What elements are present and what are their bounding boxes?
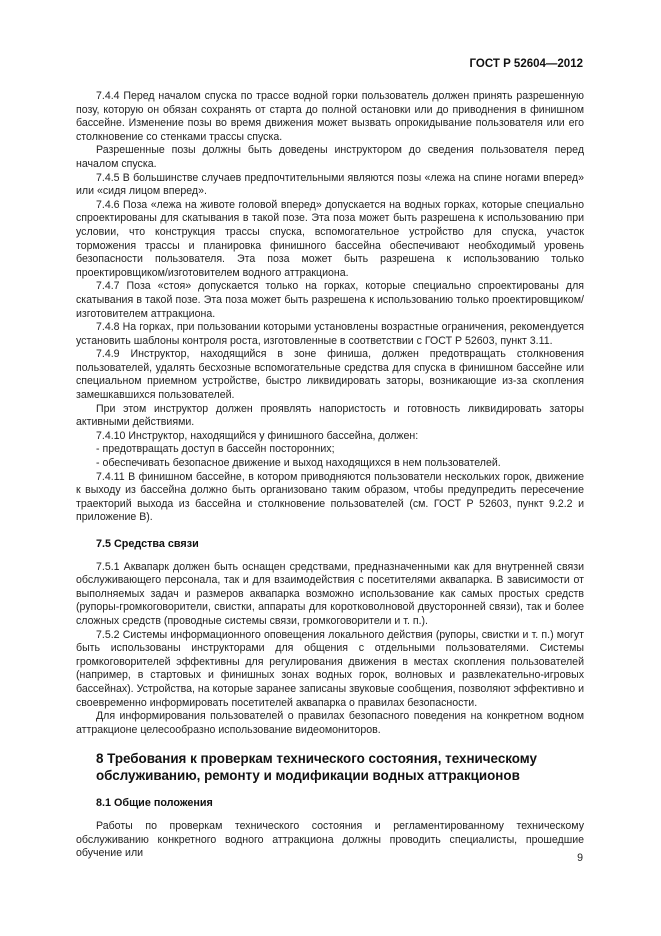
paragraph-7-4-9: 7.4.9 Инструктор, находящийся в зоне финиша, должен предотвращать столкновения пользователей, удалять бесхозные вспомогательные средства для спуска в финишном бассейне или специальном приемном устройстве, быстро ликвидировать заторы, возникающие из-за скопления замешкавшихся пользователей. (76, 348, 584, 402)
heading-8-1: 8.1 Общие положения (96, 797, 213, 810)
section-7-5-paragraphs (76, 561, 584, 738)
document-id-header: ГОСТ Р 52604—2012 (469, 58, 583, 70)
paragraph-7-4-7: 7.4.7 Поза «стоя» допускается только на горках, которые специально спроектированы для скатывания в такой позе. Эта поза может быть разрешена к использованию только проектировщиком/изготовителем аттракциона. (76, 280, 584, 320)
paragraph-7-4-8: 7.4.8 На горках, при пользовании которыми установлены возрастные ограничения, рекомендуется установить шаблоны контроля роста, изготовленные в соответствии с ГОСТ Р 52603, пункт 3.11. (76, 321, 584, 347)
list-item-prevent-access: - предотвращать доступ в бассейн посторонних; (96, 443, 335, 456)
section-8-1-paragraphs (76, 820, 584, 861)
heading-section-8: 8 Требования к проверкам технического состояния, техническому обслуживанию, ремонту и модификации водных аттракционов (96, 751, 537, 784)
document-body (76, 90, 584, 861)
paragraph-7-4-4: 7.4.4 Перед началом спуска по трассе водной горки пользователь должен принять разрешенную позу, которую он обязан сохранять от старта до полной остановки или до приводнения в финишном бассейне. Изменение позы во время движения может вызвать опрокидывание пользователя или его столкновение со стенками трассы спуска. (76, 90, 584, 143)
paragraph-7-4-5: 7.4.5 В большинстве случаев предпочтительными являются позы «лежа на спине ногами вперед» или «сидя лицом вперед». (76, 171, 584, 198)
heading-7-5: 7.5 Средства связи (96, 538, 199, 550)
paragraph-instructor-duty: При этом инструктор должен проявлять напористость и готовность ликвидировать заторы активными действиями. (76, 402, 584, 429)
section-7-4-paragraphs (76, 90, 584, 525)
paragraph-7-5-1: 7.5.1 Аквапарк должен быть оснащен средствами, предназначенными как для внутренней связи обслуживающего персонала, так и для взаимодействия с посетителями аквапарка. В зависимости от выполняемых задач и размеров аквапарка возможно использование как самых простых средств (рупоры-громкоговорители, свистки, аппараты для коротковолновой двусторонней связи), так и более сложных средств (проводные системы связи, громкоговорители и т. п.). (76, 560, 584, 627)
paragraph-allowed-poses: Разрешенные позы должны быть доведены инструктором до сведения пользователя перед началом спуска. (76, 144, 584, 170)
list-item-safe-movement: - обеспечивать безопасное движение и выход находящихся в нем пользователей. (96, 457, 501, 470)
paragraph-7-4-6: 7.4.6 Поза «лежа на животе головой вперед» допускается на водных горках, которые специально спроектированы для скатывания в такой позе. Эта поза может быть разрешена к использованию при условии, что конструкция трассы спуска, вспомогательное устройство для спуска, участок торможения трассы и планировка финишного бассейна обеспечивают необходимый уровень безопасности пользователя. Эта поза может быть разрешена к использованию только проектировщиком/изготовителем водного аттракциона. (76, 198, 584, 279)
paragraph-7-4-10: 7.4.10 Инструктор, находящийся у финишного бассейна, должен: (96, 429, 419, 442)
page-number: 9 (577, 852, 583, 864)
paragraph-7-5-2: 7.5.2 Системы информационного оповещения локального действия (рупоры, свистки и т. п.) могут быть использованы инструкторами для общения с отдельными пользователями. Системы громкоговорителей эффективны для регулирования движения в местах скопления пользователей (например, в стартовых и финишных зонах водных горок, волновых и развлекательно-игровых бассейнах). Устройства, на которые заранее записаны звуковые сообщения, позволяют эффективно и своевременно информировать посетителей аквапарка о правилах безопасности. (76, 628, 584, 709)
paragraph-video-monitors: Для информирования пользователей о правилах безопасного поведения на конкретном водном аттракционе целесообразно использование видеомониторов. (76, 710, 584, 736)
paragraph-8-1-intro: Работы по проверкам технического состояния и регламентированному техническому обслуживанию конкретного водного аттракциона должны проводить специалисты, прошедшие обучение или (76, 819, 584, 860)
paragraph-7-4-11: 7.4.11 В финишном бассейне, в котором приводняются пользователи нескольких горок, движение к выходу из бассейна должно быть организовано таким образом, чтобы предупредить пересечение траекторий выхода из бассейна и столкновение пользователей (см. ГОСТ Р 52603, пункт 9.2.2 и приложение В). (76, 470, 584, 524)
